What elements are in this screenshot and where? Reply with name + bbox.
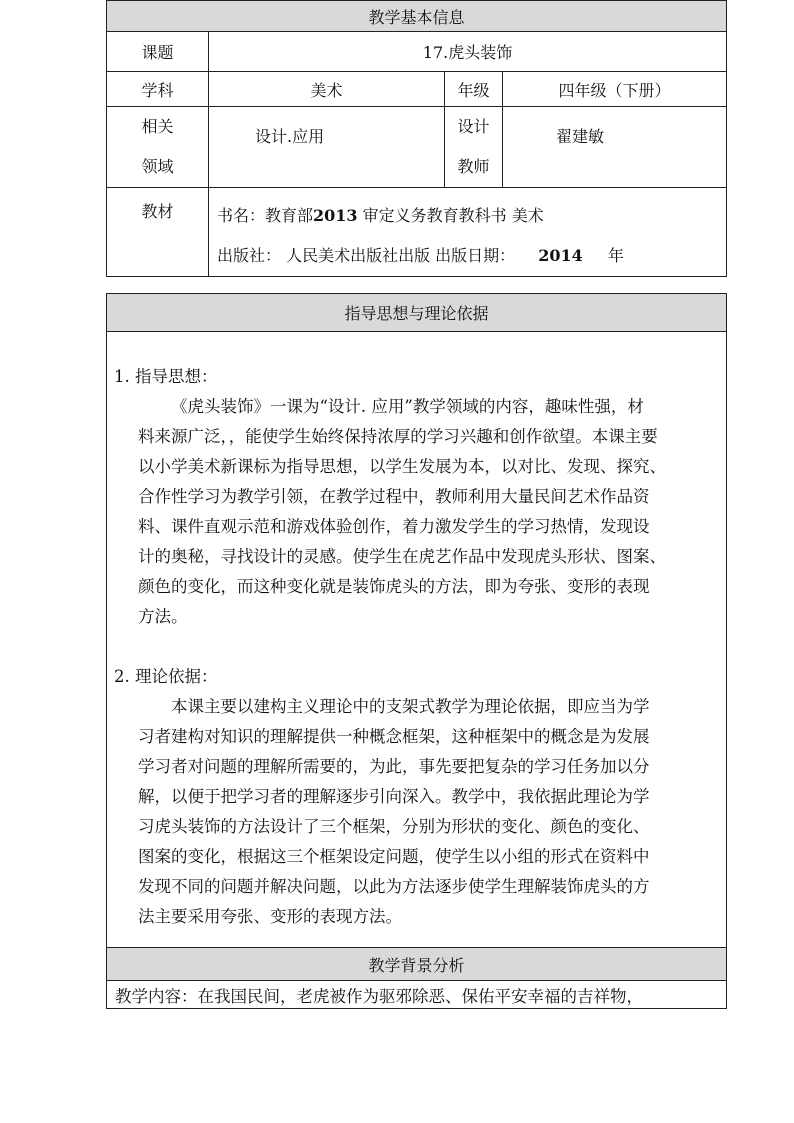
domain-label [107,107,209,188]
background-header: 教学背景分析 [107,948,727,981]
designer-label [445,107,503,188]
designer-value: 翟建敏 [556,127,605,146]
designer-label-line1: 设计 [457,117,490,136]
section2-text: 本课主要以建构主义理论中的支架式教学为理论依据，即应当为学 习者建构对知识的理解提供一种概念框架，这种框架中的概念是为发展 学习者对问题的理解所需要的，为此，事先要把复杂的学习任务加以分 解，以便于把学习者的理解逐步引向深入。教学中，我依据此理论为学 习虎头装饰的方法设计了三个框架，分别为形状的变化、颜色的变化、 图案的变化，根据这三个框架设定问题，使学生以小组的形式在资料中 发现不同的问题并解决问题，以此为方法逐步使学生理解装饰虎头的方 法主要采用夸张、变形的表现方法。 [138,697,650,926]
publisher: 出版社： 人民美术出版社出版 出版日期： [217,246,516,265]
section2-title: 2. 理论依据： [114,667,218,686]
subject-label: 学科 [107,72,209,107]
pub-year: 2014 [538,246,583,265]
textbook-label: 教材 [141,202,174,221]
grade-value: 四年级（下册） [503,72,727,107]
subject-value: 美术 [209,72,445,107]
textbook-label-cell [107,188,209,277]
publisher-line [217,236,726,276]
domain-value-cell [209,107,445,188]
designer-label-line2: 教师 [457,157,490,176]
background-content: 教学内容：在我国民间，老虎被作为驱邪除恶、保佑平安幸福的吉祥物， [107,981,727,1009]
basic-info-table [106,0,727,277]
pub-year-unit: 年 [607,246,624,265]
book-year: 2013 [313,206,358,225]
section1-text: 《虎头装饰》一课为“设计. 应用”教学领域的内容，趣味性强，材 料来源广泛，，能使学生始终保持浓厚的学习兴趣和创作欲望。本课主要 以小学美术新课标为指导思想，以学生发展为本，以对比、发现、探究、 合作性学习为教学引领，在教学过程中，教师利用大量民间艺术作品资 料、课件直观示范和游戏体验创作，着力激发学生的学习热情，发现设 计的奥秘，寻找设计的灵感。使学生在虎艺作品中发现虎头形状、图案、 颜色的变化，而这种变化就是装饰虎头的方法，即为夸张、变形的表现 方法。 [138,397,666,626]
topic-value: 17.虎头装饰 [209,32,727,72]
book-title-line: 书名：教育部2013 审定义务教育教科书 美术 [217,206,544,225]
domain-label-line2: 领域 [141,157,174,176]
designer-value-cell [503,107,727,188]
guidance-body [107,332,727,948]
guidance-header: 指导思想与理论依据 [107,294,727,332]
domain-label-line1: 相关 [141,117,174,136]
topic-label: 课题 [107,32,209,72]
textbook-value-cell [209,188,727,277]
guidance-table [106,293,727,1009]
domain-value: 设计.应用 [255,127,325,146]
grade-label: 年级 [445,72,503,107]
section1-title: 1. 指导思想： [114,367,218,386]
basic-info-header: 教学基本信息 [107,1,727,32]
